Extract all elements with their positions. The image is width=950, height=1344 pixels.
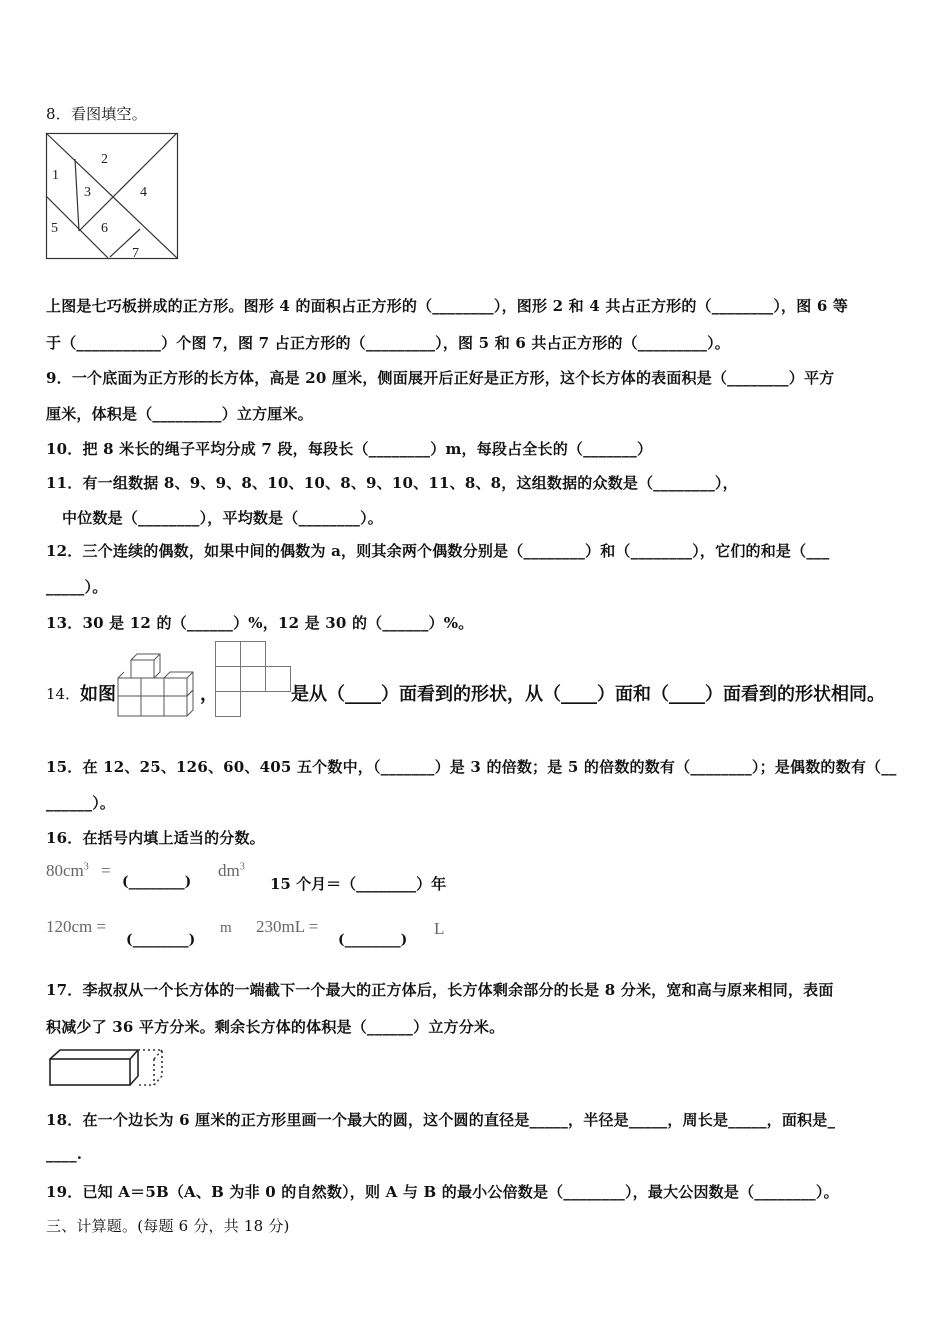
- q16-a-blank: (________): [122, 874, 192, 890]
- tangram-label-1: 1: [52, 168, 59, 183]
- q16-d-unit: L: [434, 919, 445, 938]
- q16-c-unit: m: [220, 920, 232, 936]
- q15-line2: ______）。: [46, 794, 116, 812]
- tangram-label-6: 6: [101, 221, 108, 236]
- grid-view-figure: [215, 641, 293, 717]
- tangram-label-2: 2: [101, 152, 108, 167]
- tangram-label-5: 5: [51, 221, 58, 236]
- tangram-label-7: 7: [132, 246, 139, 261]
- q16-b-text: 15 个月＝（________）年: [270, 875, 447, 893]
- q19-line1: 19．已知 A＝5B（A、B 为非 0 的自然数），则 A 与 B 的最小公倍数是（________），最大公因数是（________）。: [46, 1183, 839, 1201]
- q16-title: 16．在括号内填上适当的分数。: [46, 829, 265, 847]
- cuboid-figure: [48, 1048, 168, 1088]
- q8-text-line2: 于（___________）个图 7，图 7 占正方形的（_________），图 5 和 6 共占正方形的（_________）。: [46, 334, 731, 352]
- cube-stack-figure: [117, 653, 199, 719]
- q14-number: 14．: [46, 685, 81, 703]
- q14-text: 是从（____）面看到的形状，从（____）面和（____）面看到的形状相同。: [291, 684, 885, 705]
- tangram-label-4: 4: [140, 185, 147, 200]
- q11-line1: 11．有一组数据 8、9、9、8、10、10、8、9、10、11、8、8，这组数据的众数是（________），: [46, 474, 738, 492]
- q16-c-blank: (________): [126, 932, 196, 948]
- q8-text-line1: 上图是七巧板拼成的正方形。图形 4 的面积占正方形的（________），图形 2 和 4 共占正方形的（________），图 6 等: [46, 297, 849, 315]
- q16-d-blank: (________): [338, 932, 408, 948]
- q16-c-left: 120cm =: [46, 917, 107, 936]
- q18-line2: ____.: [46, 1145, 83, 1163]
- q16-d-left: 230mL =: [256, 917, 319, 936]
- q16-a-left: [46, 861, 111, 881]
- q12-line1: 12．三个连续的偶数，如果中间的偶数为 a，则其余两个偶数分别是（________）和（________），它们的和是（___: [46, 542, 830, 560]
- q16-a-unit: dm: [218, 861, 240, 880]
- q9-line2: 厘米，体积是（_________）立方厘米。: [46, 405, 313, 423]
- tangram-label-3: 3: [84, 185, 91, 200]
- q16-a-unit-wrap: [218, 861, 245, 881]
- q14-prefix: 如图: [80, 684, 116, 705]
- q18-line1: 18．在一个边长为 6 厘米的正方形里画一个最大的圆，这个圆的直径是_____，半径是_____，周长是_____，面积是_: [46, 1111, 836, 1129]
- q11-line2: 中位数是（________），平均数是（________）。: [62, 509, 384, 527]
- q12-line2: _____）。: [46, 578, 108, 596]
- q16-a-sup: 3: [83, 861, 89, 873]
- q10-line1: 10．把 8 米长的绳子平均分成 7 段，每段长（________）m，每段占全长的（_______）: [46, 440, 653, 458]
- q8-title: 8．看图填空。: [46, 105, 147, 123]
- q16-a-unit-sup: 3: [239, 861, 245, 873]
- q15-line1: 15．在 12、25、126、60、405 五个数中，（_______）是 3 的倍数；是 5 的倍数的数有（________）；是偶数的数有（__: [46, 758, 897, 776]
- section3-title: 三、计算题。(每题 6 分，共 18 分): [46, 1217, 290, 1235]
- q16-a-value: 80cm: [46, 861, 84, 880]
- q9-line1: 9．一个底面为正方形的长方体，高是 20 厘米，侧面展开后正好是正方形，这个长方体的表面积是（________）平方: [46, 369, 835, 387]
- q13-line1: 13．30 是 12 的（______）%，12 是 30 的（______）%。: [46, 614, 474, 632]
- tangram-figure: [46, 133, 178, 259]
- q17-line1: 17．李叔叔从一个长方体的一端截下一个最大的正方体后，长方体剩余部分的长是 8 分米，宽和高与原来相同，表面: [46, 981, 834, 999]
- q17-line2: 积减少了 36 平方分米。剩余长方体的体积是（______）立方分米。: [46, 1018, 505, 1036]
- q16-a-eq: =: [101, 861, 111, 880]
- q14-separator: ，: [200, 684, 218, 705]
